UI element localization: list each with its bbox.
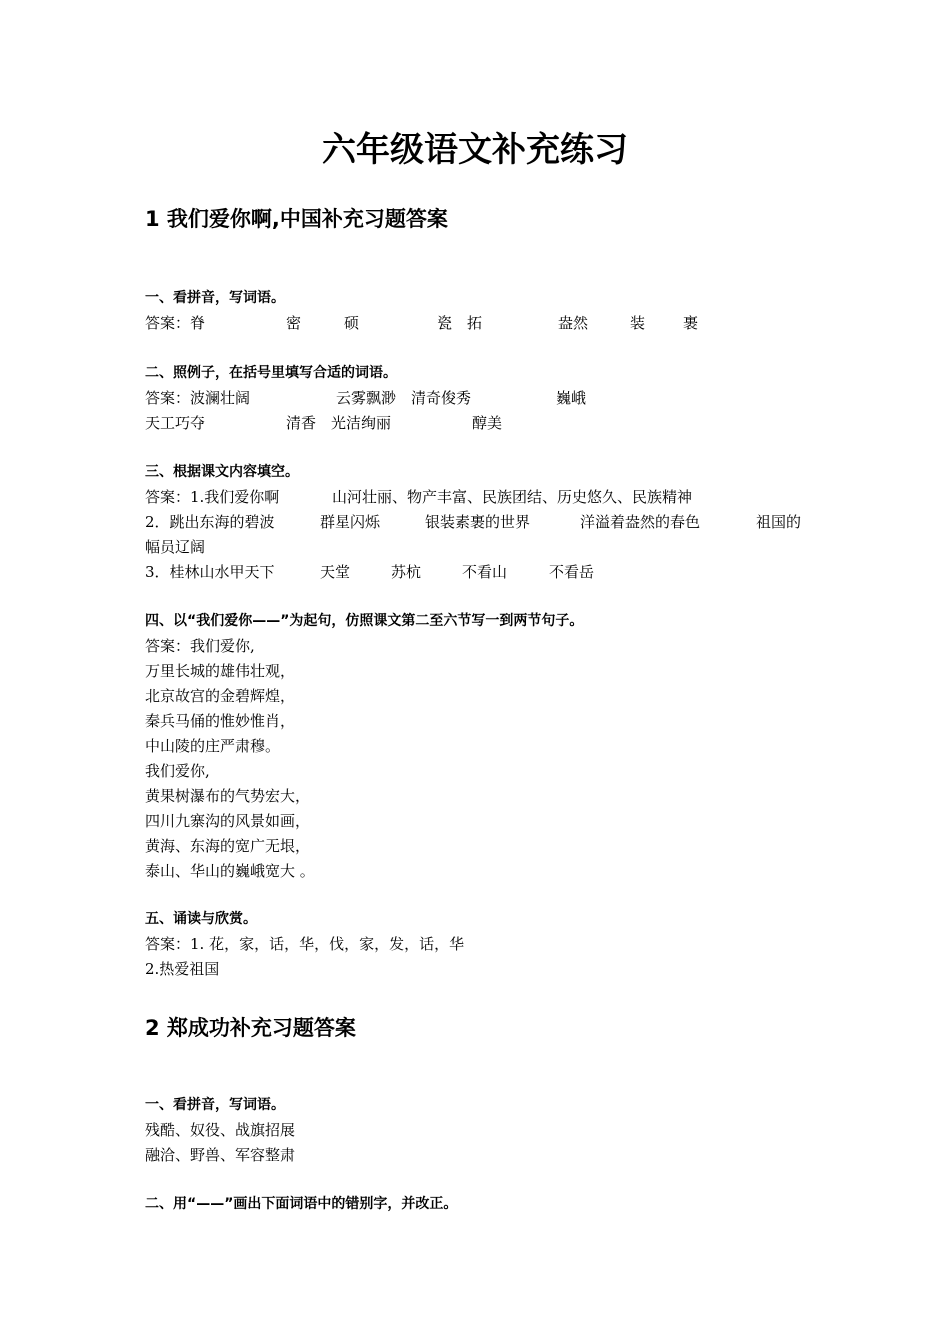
lesson-2-title: 2 郑成功补充习题答案 (145, 1016, 356, 1040)
answer-text: 答案：1.我们爱你啊 (145, 488, 280, 506)
answer-text: 裹 (683, 314, 699, 332)
answer-line (145, 560, 825, 585)
answer-text: 装 (630, 314, 646, 332)
answer-text: 2．跳出东海的碧波 (145, 513, 275, 531)
lesson-1-title: 1 我们爱你啊,中国补充习题答案 (145, 207, 448, 231)
lesson-1-question-1 (145, 286, 825, 336)
answer-line: 北京故宫的金碧辉煌， (145, 687, 296, 705)
question-heading: 四、以“我们爱你——”为起句，仿照课文第二至六节写一到两节句子。 (145, 613, 584, 629)
answer-text: 密 (286, 314, 302, 332)
answer-line: 残酷、奴役、战旗招展 (145, 1121, 296, 1139)
answer-line: 中山陵的庄严肃穆。 (145, 737, 281, 755)
answer-text: 答案：波澜壮阔 (145, 389, 251, 407)
lesson-1-question-5 (145, 907, 825, 982)
answer-line: 答案：1. 花，家，话，华，伐，家，发，话，华 (145, 935, 465, 953)
question-heading: 二、用“——”画出下面词语中的错别字，并改正。 (145, 1196, 458, 1212)
answer-line (145, 485, 825, 510)
answer-text: 不看岳 (549, 563, 595, 581)
lesson-1-question-2 (145, 361, 825, 436)
answer-text: 天工巧夺 (145, 414, 206, 432)
answer-text: 祖国的 (756, 513, 802, 531)
answer-text: 银装素裹的世界 (425, 513, 531, 531)
answer-line: 黄海、东海的宽广无垠， (145, 837, 311, 855)
answer-line (145, 386, 825, 411)
answer-text: 瓷 拓 (437, 314, 483, 332)
answer-text: 天堂 (320, 563, 351, 581)
question-heading: 一、看拼音，写词语。 (145, 1097, 285, 1113)
answer-line: 2.热爱祖国 (145, 960, 220, 978)
answer-text: 醇美 (472, 414, 503, 432)
answer-text: 3．桂林山水甲天下 (145, 563, 275, 581)
answer-line: 泰山、华山的巍峨宽大 。 (145, 862, 315, 880)
answer-text: 硕 (344, 314, 360, 332)
lesson-1-question-3 (145, 460, 825, 585)
lesson-2-question-1 (145, 1093, 825, 1168)
lesson-1-question-4 (145, 609, 825, 884)
answer-text: 群星闪烁 (320, 513, 381, 531)
answer-line (145, 535, 825, 560)
answer-line: 黄果树瀑布的气势宏大， (145, 787, 311, 805)
answer-line: 四川九寨沟的风景如画， (145, 812, 311, 830)
answer-text: 苏杭 (391, 563, 422, 581)
answer-line (145, 411, 825, 436)
lesson-2-question-2 (145, 1192, 825, 1217)
answer-text: 不看山 (462, 563, 508, 581)
answer-text: 云雾飘渺 清奇俊秀 (336, 389, 472, 407)
answer-line: 万里长城的雄伟壮观， (145, 662, 296, 680)
answer-text: 盎然 (558, 314, 589, 332)
answer-text: 清香 光洁绚丽 (286, 414, 392, 432)
question-heading: 二、照例子，在括号里填写合适的词语。 (145, 365, 397, 381)
document-title: 六年级语文补充练习 (322, 130, 628, 170)
answer-text: 幅员辽阔 (145, 538, 206, 556)
question-heading: 三、根据课文内容填空。 (145, 464, 299, 480)
answer-text: 巍峨 (556, 389, 587, 407)
answer-line: 融洽、野兽、军容整肃 (145, 1146, 296, 1164)
answer-line (145, 510, 825, 535)
question-heading: 五、诵读与欣赏。 (145, 911, 257, 927)
answer-line: 答案：我们爱你, (145, 637, 255, 655)
answer-text: 洋溢着盎然的春色 (580, 513, 701, 531)
answer-line: 我们爱你, (145, 762, 210, 780)
answer-line: 秦兵马俑的惟妙惟肖， (145, 712, 296, 730)
answer-text: 答案：脊 (145, 314, 206, 332)
question-heading: 一、看拼音，写词语。 (145, 290, 285, 306)
answer-text: 山河壮丽、物产丰富、民族团结、历史悠久、民族精神 (332, 488, 693, 506)
answer-line (145, 311, 825, 336)
